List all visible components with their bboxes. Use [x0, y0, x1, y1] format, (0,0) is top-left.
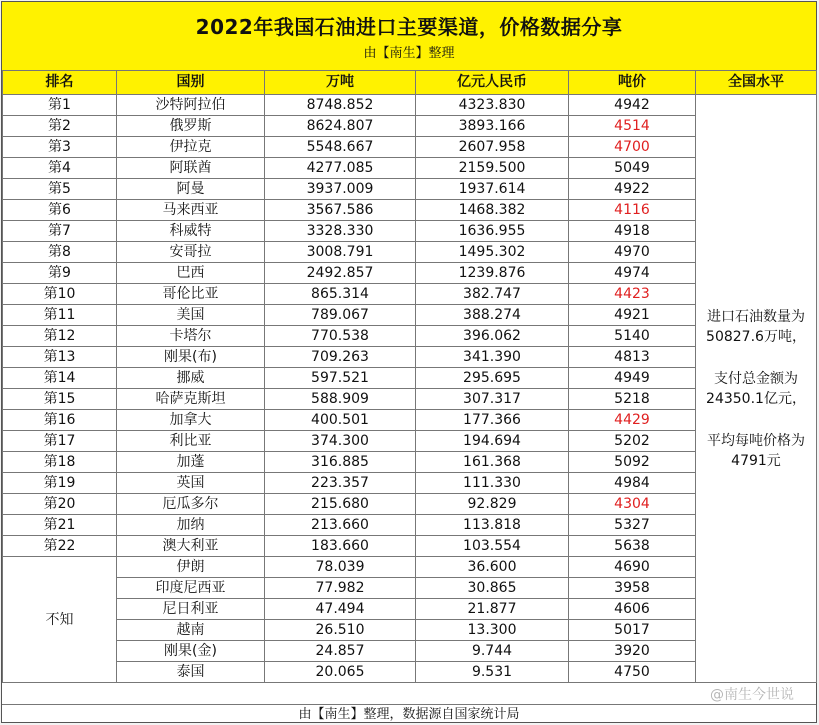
- country-cell: 沙特阿拉伯: [117, 95, 265, 116]
- cny-cell: 30.865: [416, 578, 569, 599]
- country-cell: 刚果(布): [117, 347, 265, 368]
- tons-cell: 26.510: [265, 620, 416, 641]
- table-row: [3, 116, 817, 137]
- report-frame: [1, 1, 817, 723]
- rank-cell: 第11: [3, 305, 117, 326]
- unknown-rank-cell: 不知: [3, 557, 117, 683]
- cny-cell: 103.554: [416, 536, 569, 557]
- country-cell: 美国: [117, 305, 265, 326]
- rank-cell: 第2: [3, 116, 117, 137]
- rank-cell: 第8: [3, 242, 117, 263]
- rank-cell: 第16: [3, 410, 117, 431]
- tons-cell: 4277.085: [265, 158, 416, 179]
- rank-cell: 第15: [3, 389, 117, 410]
- rank-cell: 第7: [3, 221, 117, 242]
- country-cell: 越南: [117, 620, 265, 641]
- price-cell: 4423: [569, 284, 696, 305]
- rank-cell: 第1: [3, 95, 117, 116]
- table-row: [3, 326, 817, 347]
- title-block: [2, 2, 816, 71]
- price-cell: 3920: [569, 641, 696, 662]
- table-row: [3, 431, 817, 452]
- price-cell: 4949: [569, 368, 696, 389]
- cny-cell: 161.368: [416, 452, 569, 473]
- table-row: [3, 200, 817, 221]
- tons-cell: 8624.807: [265, 116, 416, 137]
- rank-cell: 第3: [3, 137, 117, 158]
- header-national: 全国水平: [696, 71, 817, 95]
- tons-cell: 597.521: [265, 368, 416, 389]
- table-row: [3, 662, 817, 683]
- cny-cell: 1636.955: [416, 221, 569, 242]
- rank-cell: 第22: [3, 536, 117, 557]
- page-subtitle: 由【南生】整理: [363, 46, 455, 61]
- country-cell: 卡塔尔: [117, 326, 265, 347]
- cny-cell: 9.744: [416, 641, 569, 662]
- rank-cell: 第9: [3, 263, 117, 284]
- price-cell: 5017: [569, 620, 696, 641]
- cny-cell: 382.747: [416, 284, 569, 305]
- cny-cell: 2159.500: [416, 158, 569, 179]
- header-price: 吨价: [569, 71, 696, 95]
- price-cell: 3958: [569, 578, 696, 599]
- rank-cell: 第12: [3, 326, 117, 347]
- summary-quantity-label: 进口石油数量为: [707, 308, 805, 325]
- price-cell: 4116: [569, 200, 696, 221]
- cny-cell: 396.062: [416, 326, 569, 347]
- cny-cell: 341.390: [416, 347, 569, 368]
- country-cell: 利比亚: [117, 431, 265, 452]
- tons-cell: 709.263: [265, 347, 416, 368]
- price-cell: 5049: [569, 158, 696, 179]
- price-cell: 4970: [569, 242, 696, 263]
- summary-amount-value: 24350.1亿元，: [706, 390, 806, 407]
- cny-cell: 21.877: [416, 599, 569, 620]
- tons-cell: 215.680: [265, 494, 416, 515]
- table-row: [3, 494, 817, 515]
- country-cell: 马来西亚: [117, 200, 265, 221]
- table-row: [3, 137, 817, 158]
- table-row: [3, 410, 817, 431]
- cny-cell: 1239.876: [416, 263, 569, 284]
- price-cell: 5202: [569, 431, 696, 452]
- price-cell: 4690: [569, 557, 696, 578]
- summary-avg-label: 平均每吨价格为: [707, 432, 805, 449]
- cny-cell: 1937.614: [416, 179, 569, 200]
- tons-cell: 3567.586: [265, 200, 416, 221]
- tons-cell: 3328.330: [265, 221, 416, 242]
- watermark: @南生今世说: [710, 687, 794, 703]
- cny-cell: 295.695: [416, 368, 569, 389]
- cny-cell: 13.300: [416, 620, 569, 641]
- country-cell: 厄瓜多尔: [117, 494, 265, 515]
- country-cell: 印度尼西亚: [117, 578, 265, 599]
- cny-cell: 111.330: [416, 473, 569, 494]
- country-cell: 挪威: [117, 368, 265, 389]
- price-cell: 4700: [569, 137, 696, 158]
- price-cell: 4813: [569, 347, 696, 368]
- rank-cell: 第6: [3, 200, 117, 221]
- table-row: [3, 158, 817, 179]
- header-rank: 排名: [3, 71, 117, 95]
- cny-cell: 1468.382: [416, 200, 569, 221]
- rank-cell: 第4: [3, 158, 117, 179]
- tons-cell: 588.909: [265, 389, 416, 410]
- tons-cell: 374.300: [265, 431, 416, 452]
- country-cell: 科威特: [117, 221, 265, 242]
- price-cell: 4750: [569, 662, 696, 683]
- table-row: [3, 221, 817, 242]
- table-row: [3, 263, 817, 284]
- tons-cell: 400.501: [265, 410, 416, 431]
- tons-cell: 316.885: [265, 452, 416, 473]
- table-row: [3, 473, 817, 494]
- table-header-row: [3, 71, 817, 95]
- country-cell: 加拿大: [117, 410, 265, 431]
- price-cell: 5638: [569, 536, 696, 557]
- tons-cell: 865.314: [265, 284, 416, 305]
- price-cell: 4918: [569, 221, 696, 242]
- tons-cell: 77.982: [265, 578, 416, 599]
- rank-cell: 第13: [3, 347, 117, 368]
- country-cell: 英国: [117, 473, 265, 494]
- country-cell: 澳大利亚: [117, 536, 265, 557]
- tons-cell: 5548.667: [265, 137, 416, 158]
- tons-cell: 78.039: [265, 557, 416, 578]
- page-title: 2022年我国石油进口主要渠道，价格数据分享: [195, 15, 623, 39]
- price-cell: 4984: [569, 473, 696, 494]
- table-row: [3, 452, 817, 473]
- price-cell: 4974: [569, 263, 696, 284]
- cny-cell: 388.274: [416, 305, 569, 326]
- cny-cell: 113.818: [416, 515, 569, 536]
- country-cell: 刚果(金): [117, 641, 265, 662]
- table-row: [3, 95, 817, 116]
- country-cell: 加纳: [117, 515, 265, 536]
- tons-cell: 8748.852: [265, 95, 416, 116]
- table-row: [3, 620, 817, 641]
- cny-cell: 3893.166: [416, 116, 569, 137]
- header-tons: 万吨: [265, 71, 416, 95]
- cny-cell: 2607.958: [416, 137, 569, 158]
- oil-import-table: [2, 70, 817, 683]
- table-row: [3, 578, 817, 599]
- price-cell: 5327: [569, 515, 696, 536]
- table-row: [3, 368, 817, 389]
- rank-cell: 第5: [3, 179, 117, 200]
- tons-cell: 789.067: [265, 305, 416, 326]
- summary-avg-value: 4791元: [731, 452, 781, 469]
- header-country: 国别: [117, 71, 265, 95]
- cny-cell: 36.600: [416, 557, 569, 578]
- tons-cell: 3008.791: [265, 242, 416, 263]
- country-cell: 加蓬: [117, 452, 265, 473]
- tons-cell: 2492.857: [265, 263, 416, 284]
- tons-cell: 47.494: [265, 599, 416, 620]
- cny-cell: 177.366: [416, 410, 569, 431]
- summary-amount-label: 支付总金额为: [714, 370, 798, 387]
- country-cell: 伊拉克: [117, 137, 265, 158]
- country-cell: 伊朗: [117, 557, 265, 578]
- price-cell: 4304: [569, 494, 696, 515]
- country-cell: 阿联酋: [117, 158, 265, 179]
- table-row: [3, 284, 817, 305]
- country-cell: 泰国: [117, 662, 265, 683]
- rank-cell: 第10: [3, 284, 117, 305]
- table-row: [3, 242, 817, 263]
- country-cell: 阿曼: [117, 179, 265, 200]
- table-row: [3, 305, 817, 326]
- price-cell: 4942: [569, 95, 696, 116]
- country-cell: 安哥拉: [117, 242, 265, 263]
- cny-cell: 194.694: [416, 431, 569, 452]
- summary-gap: [696, 347, 816, 369]
- rank-cell: 第18: [3, 452, 117, 473]
- tons-cell: 770.538: [265, 326, 416, 347]
- tons-cell: 183.660: [265, 536, 416, 557]
- cny-cell: 1495.302: [416, 242, 569, 263]
- rank-cell: 第17: [3, 431, 117, 452]
- table-row: [3, 347, 817, 368]
- national-summary: [696, 95, 817, 683]
- table-row: [3, 557, 817, 578]
- tons-cell: 223.357: [265, 473, 416, 494]
- country-cell: 哈萨克斯坦: [117, 389, 265, 410]
- header-cny: 亿元人民币: [416, 71, 569, 95]
- rank-cell: 第21: [3, 515, 117, 536]
- tons-cell: 24.857: [265, 641, 416, 662]
- country-cell: 俄罗斯: [117, 116, 265, 137]
- tons-cell: 20.065: [265, 662, 416, 683]
- rank-cell: 第19: [3, 473, 117, 494]
- table-row: [3, 599, 817, 620]
- rank-cell: 第14: [3, 368, 117, 389]
- table-row: [3, 515, 817, 536]
- price-cell: 4514: [569, 116, 696, 137]
- cny-cell: 4323.830: [416, 95, 569, 116]
- table-row: [3, 536, 817, 557]
- price-cell: 4429: [569, 410, 696, 431]
- price-cell: 4922: [569, 179, 696, 200]
- price-cell: 5140: [569, 326, 696, 347]
- cny-cell: 307.317: [416, 389, 569, 410]
- country-cell: 尼日利亚: [117, 599, 265, 620]
- footer-note: 由【南生】整理，数据源自国家统计局: [2, 704, 816, 724]
- price-cell: 4921: [569, 305, 696, 326]
- summary-quantity-value: 50827.6万吨，: [706, 328, 806, 345]
- table-body: [3, 95, 817, 683]
- rank-cell: 第20: [3, 494, 117, 515]
- table-row: [3, 179, 817, 200]
- price-cell: 5092: [569, 452, 696, 473]
- cny-cell: 9.531: [416, 662, 569, 683]
- price-cell: 4606: [569, 599, 696, 620]
- country-cell: 巴西: [117, 263, 265, 284]
- tons-cell: 3937.009: [265, 179, 416, 200]
- tons-cell: 213.660: [265, 515, 416, 536]
- price-cell: 5218: [569, 389, 696, 410]
- summary-gap: [696, 409, 816, 431]
- country-cell: 哥伦比亚: [117, 284, 265, 305]
- cny-cell: 92.829: [416, 494, 569, 515]
- table-row: [3, 389, 817, 410]
- table-row: [3, 641, 817, 662]
